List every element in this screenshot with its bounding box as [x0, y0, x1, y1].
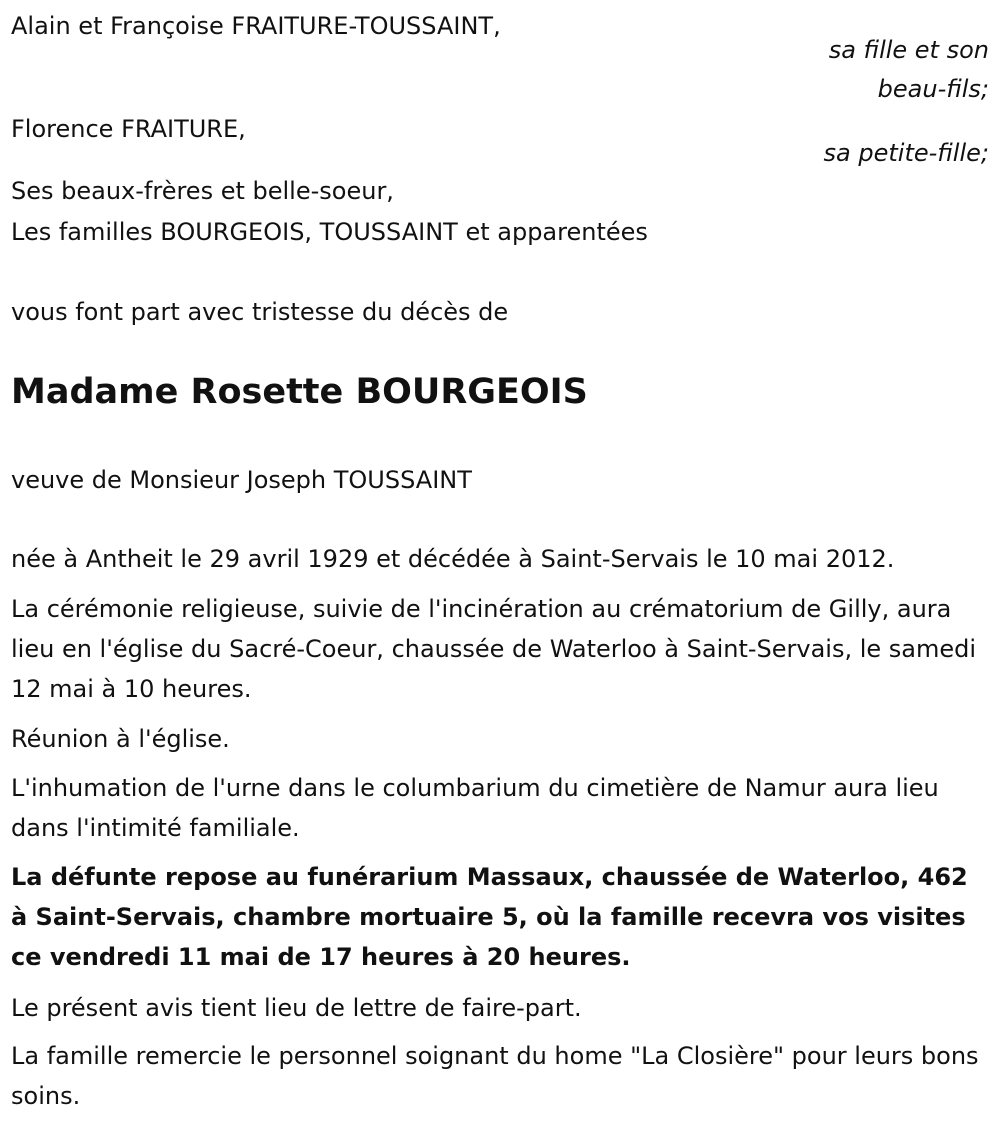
burial-text: L'inhumation de l'urne dans le columbarium du cimetière de Namur aura lieu dans l'intimité familiale.	[11, 774, 939, 842]
deceased-name: Madame Rosette BOURGEOIS	[11, 372, 588, 412]
birth-death-text: née à Antheit le 29 avril 1929 et décédée à Saint-Servais le 10 mai 2012.	[11, 545, 895, 573]
thanks-text: La famille remercie le personnel soignant du home "La Closière" pour leurs bons soins.	[11, 1042, 979, 1110]
notice-text: Le présent avis tient lieu de lettre de faire-part.	[11, 994, 582, 1022]
visitation-text: La défunte repose au funérarium Massaux, chaussée de Waterloo, 462 à Saint-Servais, chambre mortuaire 5, où la famille recevra vos visites ce vendredi 11 mai de 17 heures à 20 heures.	[11, 863, 968, 971]
announcement-text: vous font part avec tristesse du décès de	[11, 298, 509, 326]
family-relation-2: sa petite-fille;	[823, 139, 989, 167]
family-line-3: Ses beaux-frères et belle-soeur,	[11, 177, 394, 205]
ceremony-text: La cérémonie religieuse, suivie de l'incinération au crématorium de Gilly, aura lieu en l'église du Sacré-Coeur, chaussée de Waterloo à Saint-Servais, le samedi 12 mai à 10 heures.	[11, 595, 977, 703]
family-relation-1a: sa fille et son	[828, 36, 989, 64]
widow-of-text: veuve de Monsieur Joseph TOUSSAINT	[11, 466, 472, 494]
meeting-text: Réunion à l'église.	[11, 725, 230, 753]
family-line-1: Alain et Françoise FRAITURE-TOUSSAINT,	[11, 12, 501, 40]
family-relation-1b: beau-fils;	[877, 75, 989, 103]
family-line-4: Les familles BOURGEOIS, TOUSSAINT et apparentées	[11, 218, 648, 246]
family-line-2: Florence FRAITURE,	[11, 115, 246, 143]
